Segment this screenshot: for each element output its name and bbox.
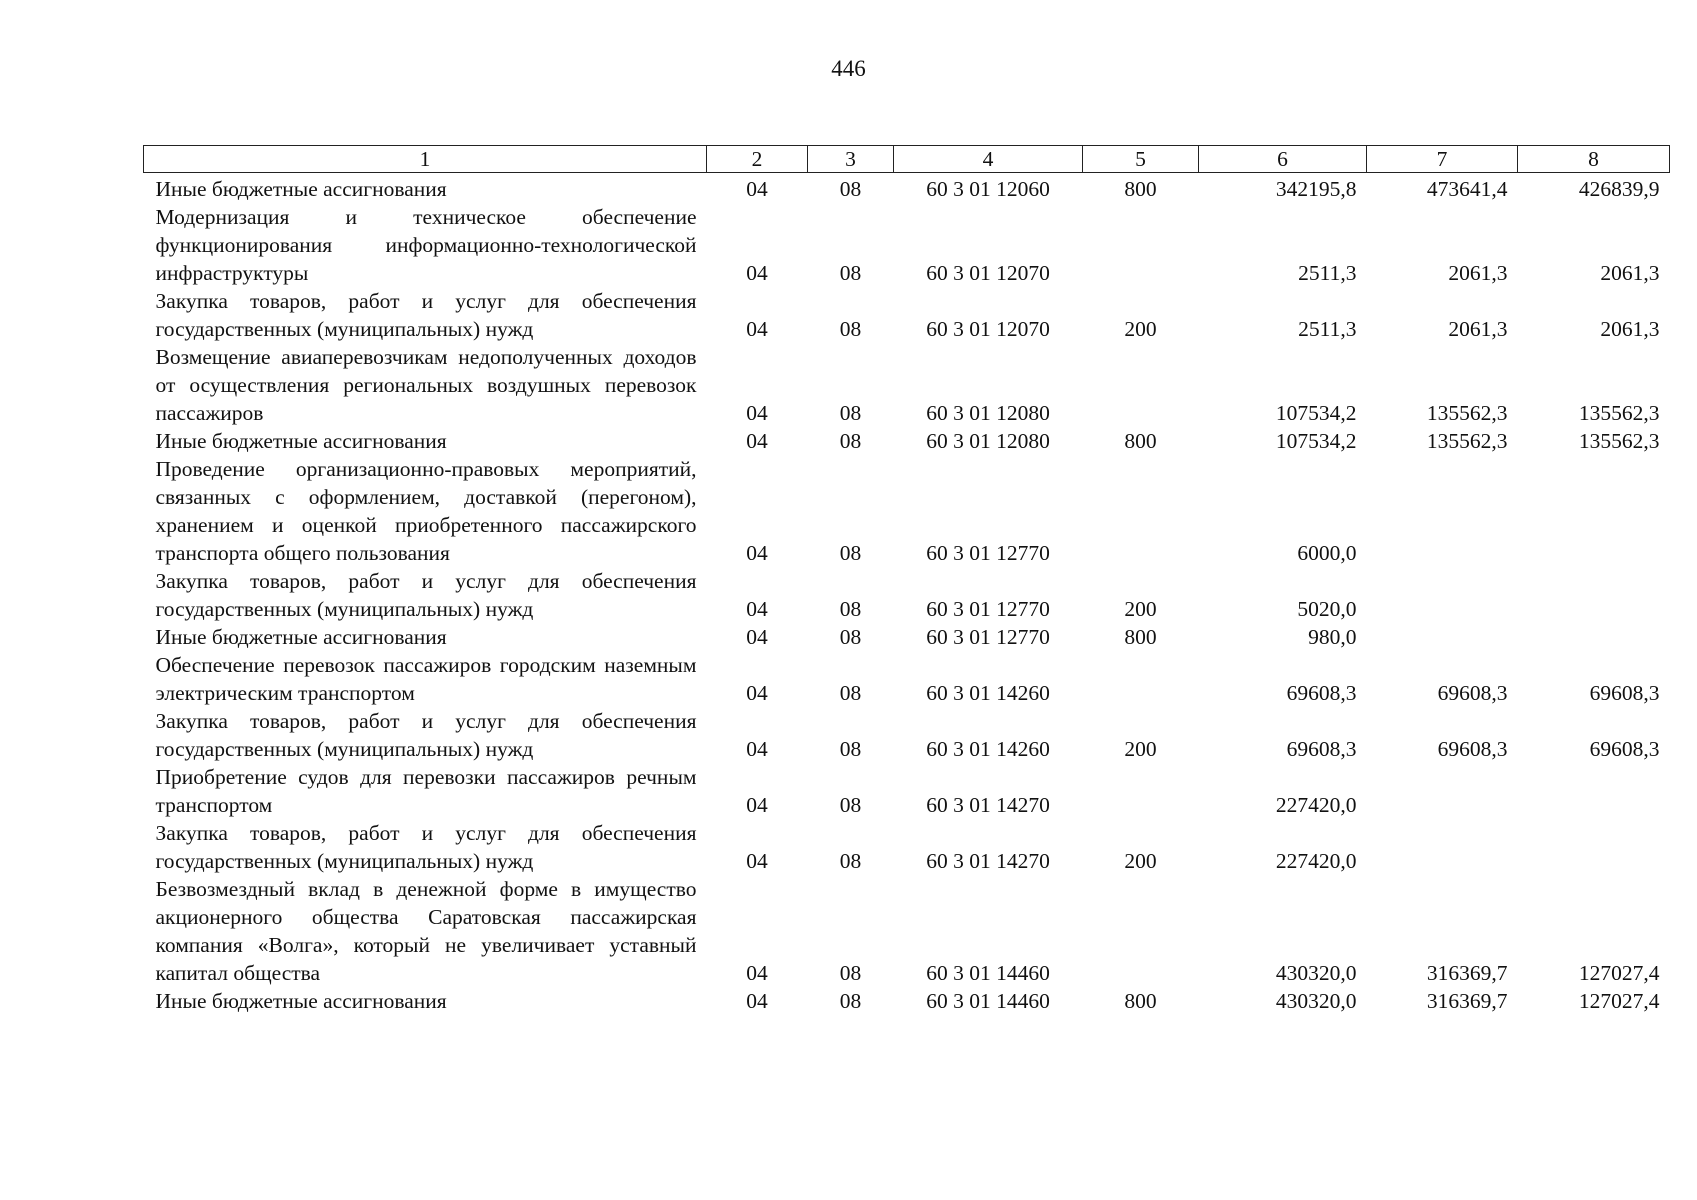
target-article-code: 60 3 01 12070 bbox=[926, 317, 1050, 341]
expense-type-code bbox=[1083, 875, 1199, 987]
table-row bbox=[144, 173, 1670, 204]
amount-col-7 bbox=[1367, 455, 1518, 567]
budget-table bbox=[143, 145, 1670, 1015]
expense-type-code: 200 bbox=[1124, 737, 1157, 761]
amount-col-8 bbox=[1518, 763, 1670, 819]
row-description: Обеспечение перевозок пассажиров городским наземным электрическим транспортом bbox=[155, 653, 697, 705]
table-body bbox=[144, 173, 1670, 1016]
header-cell: 1 bbox=[144, 146, 707, 173]
target-article-code: 60 3 01 12770 bbox=[926, 541, 1050, 565]
header-cell: 4 bbox=[894, 146, 1083, 173]
subsection-code: 08 bbox=[839, 597, 862, 621]
header-cell: 5 bbox=[1083, 146, 1199, 173]
target-article-code: 60 3 01 14270 bbox=[926, 849, 1050, 873]
expense-type-code: 800 bbox=[1124, 625, 1157, 649]
target-article-code: 60 3 01 14270 bbox=[926, 793, 1050, 817]
subsection-code: 08 bbox=[839, 625, 862, 649]
amount-col-6: 2511,3 bbox=[1298, 317, 1357, 341]
amount-col-8: 2061,3 bbox=[1600, 261, 1660, 285]
table-row bbox=[144, 455, 1670, 567]
amount-col-8 bbox=[1518, 623, 1670, 651]
amount-col-6: 342195,8 bbox=[1275, 177, 1357, 201]
target-article-code: 60 3 01 12060 bbox=[926, 177, 1050, 201]
target-article-code: 60 3 01 14460 bbox=[926, 989, 1050, 1013]
row-description: Модернизация и техническое обеспечение функционирования информационно-технологической инфраструктуры bbox=[155, 205, 697, 285]
target-article-code: 60 3 01 12070 bbox=[926, 261, 1050, 285]
target-article-code: 60 3 01 12770 bbox=[926, 597, 1050, 621]
amount-col-8: 127027,4 bbox=[1578, 989, 1660, 1013]
expense-type-code: 800 bbox=[1124, 429, 1157, 453]
amount-col-6: 430320,0 bbox=[1275, 989, 1357, 1013]
section-code: 04 bbox=[746, 793, 768, 817]
amount-col-7: 2061,3 bbox=[1448, 261, 1508, 285]
subsection-code: 08 bbox=[839, 541, 862, 565]
expense-type-code: 800 bbox=[1124, 177, 1157, 201]
row-description: Иные бюджетные ассигнования bbox=[155, 989, 447, 1013]
row-description: Проведение организационно-правовых мероприятий, связанных с оформлением, доставкой (перегоном), хранением и оценкой приобретенного пассажирского транспорта общего пользования bbox=[155, 457, 697, 565]
target-article-code: 60 3 01 12080 bbox=[926, 401, 1050, 425]
section-code: 04 bbox=[746, 401, 768, 425]
table-row bbox=[144, 567, 1670, 623]
amount-col-6: 2511,3 bbox=[1298, 261, 1357, 285]
subsection-code: 08 bbox=[839, 177, 862, 201]
header-cell: 3 bbox=[808, 146, 894, 173]
subsection-code: 08 bbox=[839, 401, 862, 425]
header-cell: 7 bbox=[1367, 146, 1518, 173]
row-description: Приобретение судов для перевозки пассажиров речным транспортом bbox=[155, 765, 697, 817]
row-description: Безвозмездный вклад в денежной форме в имущество акционерного общества Саратовская пассажирская компания «Волга», который не увеличивает уставный капитал общества bbox=[155, 877, 697, 985]
section-code: 04 bbox=[746, 989, 768, 1013]
subsection-code: 08 bbox=[839, 961, 862, 985]
section-code: 04 bbox=[746, 961, 768, 985]
amount-col-7: 135562,3 bbox=[1426, 429, 1508, 453]
amount-col-8 bbox=[1518, 567, 1670, 623]
subsection-code: 08 bbox=[839, 737, 862, 761]
amount-col-7: 69608,3 bbox=[1437, 737, 1508, 761]
subsection-code: 08 bbox=[839, 681, 862, 705]
amount-col-8: 135562,3 bbox=[1578, 401, 1660, 425]
amount-col-8: 127027,4 bbox=[1578, 961, 1660, 985]
section-code: 04 bbox=[746, 737, 768, 761]
amount-col-7 bbox=[1367, 819, 1518, 875]
amount-col-6: 6000,0 bbox=[1297, 541, 1357, 565]
amount-col-8 bbox=[1518, 455, 1670, 567]
table-row bbox=[144, 623, 1670, 651]
target-article-code: 60 3 01 14460 bbox=[926, 961, 1050, 985]
expense-type-code bbox=[1083, 455, 1199, 567]
expense-type-code: 200 bbox=[1124, 597, 1157, 621]
header-cell: 8 bbox=[1518, 146, 1670, 173]
section-code: 04 bbox=[746, 849, 768, 873]
section-code: 04 bbox=[746, 261, 768, 285]
amount-col-6: 430320,0 bbox=[1275, 961, 1357, 985]
table-row bbox=[144, 763, 1670, 819]
subsection-code: 08 bbox=[839, 989, 862, 1013]
amount-col-7: 316369,7 bbox=[1426, 989, 1508, 1013]
amount-col-8: 135562,3 bbox=[1578, 429, 1660, 453]
amount-col-6: 69608,3 bbox=[1286, 737, 1357, 761]
expense-type-code: 800 bbox=[1124, 989, 1157, 1013]
target-article-code: 60 3 01 14260 bbox=[926, 681, 1050, 705]
row-description: Закупка товаров, работ и услуг для обеспечения государственных (муниципальных) нужд bbox=[155, 569, 697, 621]
amount-col-7: 69608,3 bbox=[1437, 681, 1508, 705]
subsection-code: 08 bbox=[839, 429, 862, 453]
amount-col-6: 107534,2 bbox=[1275, 401, 1357, 425]
amount-col-8: 2061,3 bbox=[1600, 317, 1660, 341]
row-description: Закупка товаров, работ и услуг для обеспечения государственных (муниципальных) нужд bbox=[155, 709, 697, 761]
subsection-code: 08 bbox=[839, 317, 862, 341]
table-row bbox=[144, 203, 1670, 287]
section-code: 04 bbox=[746, 177, 768, 201]
section-code: 04 bbox=[746, 681, 768, 705]
subsection-code: 08 bbox=[839, 849, 862, 873]
table-row bbox=[144, 427, 1670, 455]
amount-col-8: 69608,3 bbox=[1589, 681, 1660, 705]
subsection-code: 08 bbox=[839, 261, 862, 285]
amount-col-7: 473641,4 bbox=[1426, 177, 1508, 201]
section-code: 04 bbox=[746, 625, 768, 649]
table-row bbox=[144, 875, 1670, 987]
row-description: Закупка товаров, работ и услуг для обеспечения государственных (муниципальных) нужд bbox=[155, 289, 697, 341]
amount-col-7: 316369,7 bbox=[1426, 961, 1508, 985]
amount-col-6: 69608,3 bbox=[1286, 681, 1357, 705]
amount-col-6: 5020,0 bbox=[1297, 597, 1357, 621]
row-description: Закупка товаров, работ и услуг для обеспечения государственных (муниципальных) нужд bbox=[155, 821, 697, 873]
table-row bbox=[144, 343, 1670, 427]
target-article-code: 60 3 01 12080 bbox=[926, 429, 1050, 453]
expense-type-code bbox=[1083, 763, 1199, 819]
amount-col-8: 69608,3 bbox=[1589, 737, 1660, 761]
amount-col-7 bbox=[1367, 623, 1518, 651]
amount-col-6: 227420,0 bbox=[1275, 849, 1357, 873]
amount-col-8: 426839,9 bbox=[1578, 177, 1660, 201]
expense-type-code bbox=[1083, 651, 1199, 707]
header-cell: 2 bbox=[707, 146, 808, 173]
table-row bbox=[144, 651, 1670, 707]
subsection-code: 08 bbox=[839, 793, 862, 817]
table-row bbox=[144, 707, 1670, 763]
target-article-code: 60 3 01 14260 bbox=[926, 737, 1050, 761]
amount-col-6: 107534,2 bbox=[1275, 429, 1357, 453]
table-row bbox=[144, 987, 1670, 1015]
row-description: Иные бюджетные ассигнования bbox=[155, 625, 447, 649]
expense-type-code bbox=[1083, 343, 1199, 427]
section-code: 04 bbox=[746, 541, 768, 565]
section-code: 04 bbox=[746, 429, 768, 453]
header-row bbox=[144, 146, 1670, 173]
row-description: Иные бюджетные ассигнования bbox=[155, 429, 447, 453]
amount-col-6: 227420,0 bbox=[1275, 793, 1357, 817]
expense-type-code: 200 bbox=[1124, 317, 1157, 341]
page-number: 446 bbox=[831, 56, 866, 81]
table-row bbox=[144, 287, 1670, 343]
amount-col-7: 2061,3 bbox=[1448, 317, 1508, 341]
expense-type-code: 200 bbox=[1124, 849, 1157, 873]
section-code: 04 bbox=[746, 597, 768, 621]
expense-type-code bbox=[1083, 203, 1199, 287]
header-cell: 6 bbox=[1199, 146, 1367, 173]
amount-col-7 bbox=[1367, 567, 1518, 623]
row-description: Возмещение авиаперевозчикам недополученных доходов от осуществления региональных воздушных перевозок пассажиров bbox=[155, 345, 697, 425]
section-code: 04 bbox=[746, 317, 768, 341]
row-description: Иные бюджетные ассигнования bbox=[155, 177, 447, 201]
amount-col-8 bbox=[1518, 819, 1670, 875]
amount-col-6: 980,0 bbox=[1308, 625, 1357, 649]
amount-col-7 bbox=[1367, 763, 1518, 819]
table-row bbox=[144, 819, 1670, 875]
target-article-code: 60 3 01 12770 bbox=[926, 625, 1050, 649]
amount-col-7: 135562,3 bbox=[1426, 401, 1508, 425]
